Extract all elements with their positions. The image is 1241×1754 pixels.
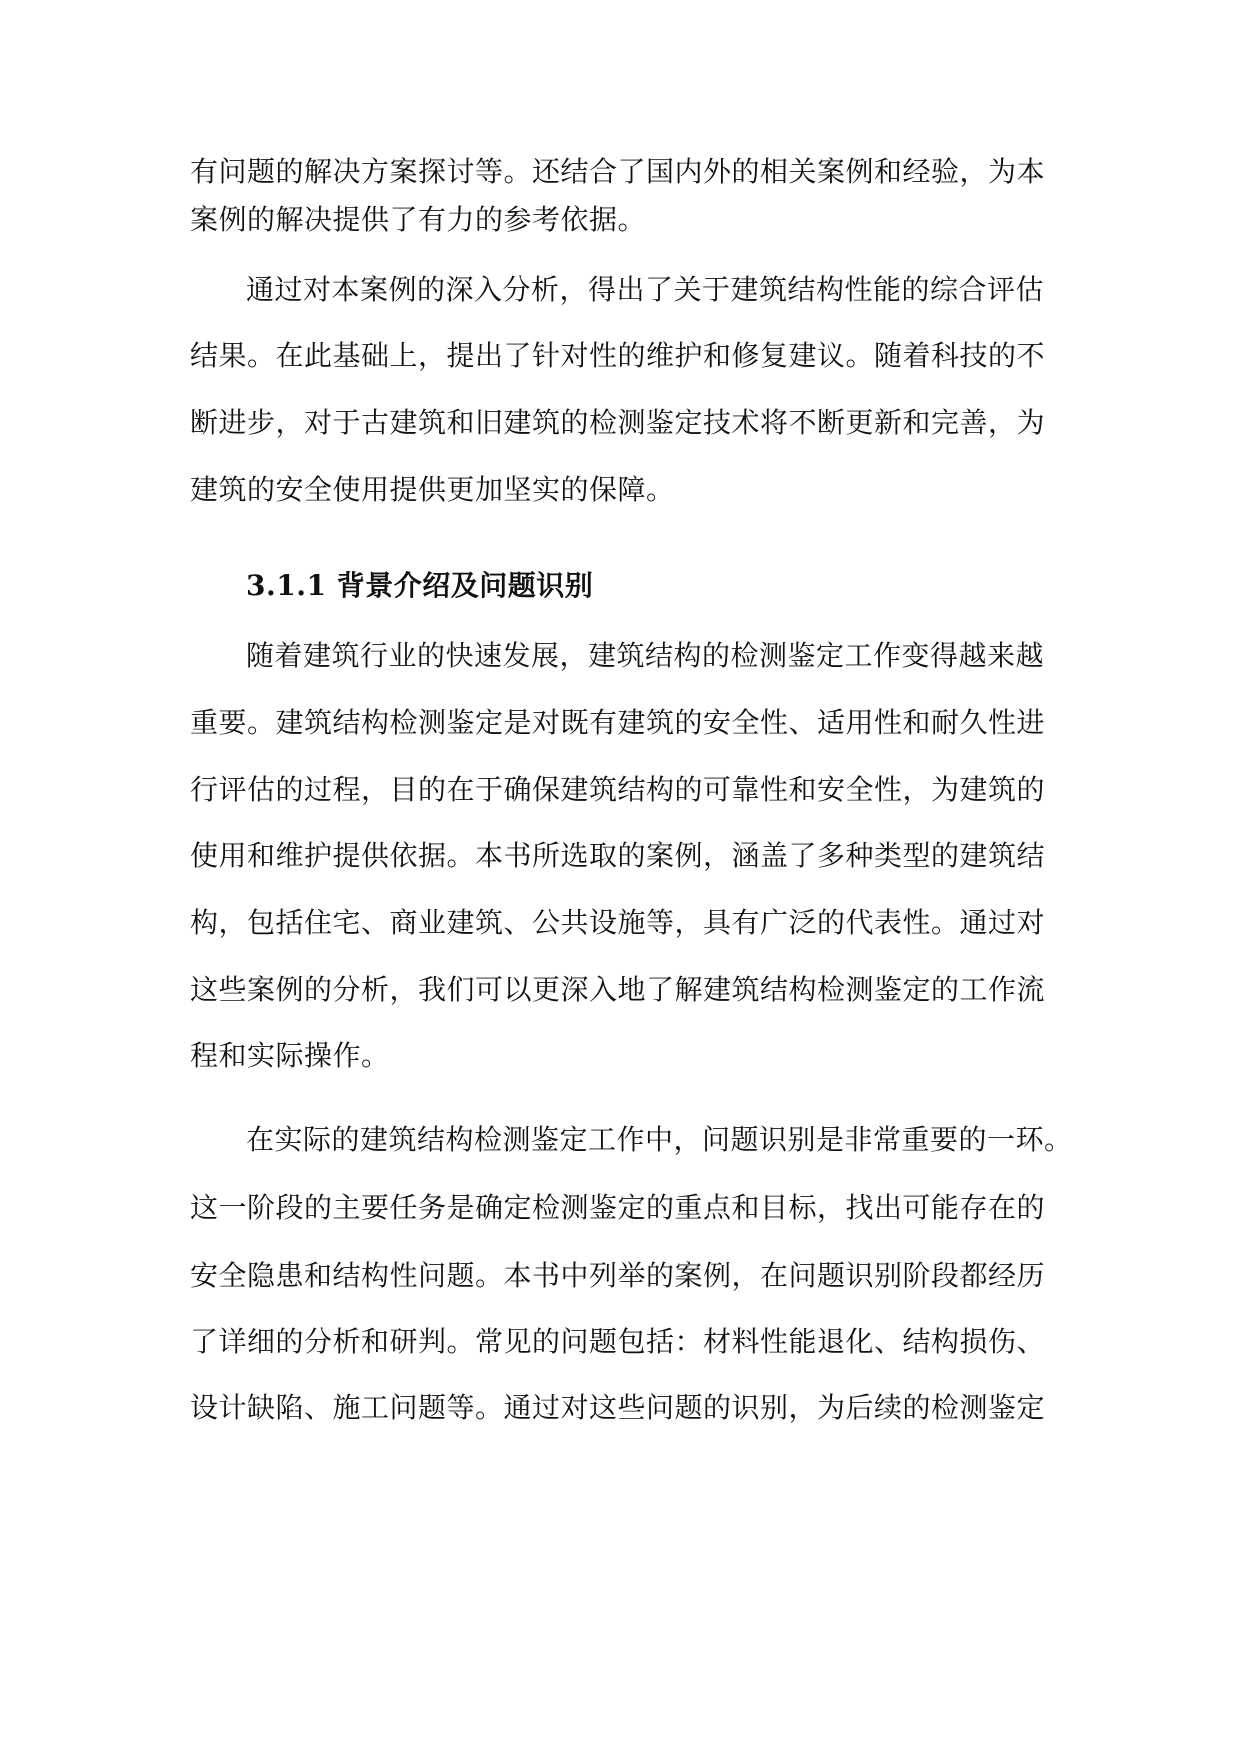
text-line: 有问题的解决方案探讨等。还结合了国内外的相关案例和经验，为本 [190,155,1046,188]
text-line: 程和实际操作。 [190,1039,390,1072]
text-line: 在实际的建筑结构检测鉴定工作中，问题识别是非常重要的一环。 [246,1123,1073,1156]
text-line: 重要。建筑结构检测鉴定是对既有建筑的安全性、适用性和耐久性进 [190,706,1046,739]
text-line: 断进步，对于古建筑和旧建筑的检测鉴定技术将不断更新和完善，为 [190,406,1046,439]
text-line: 建筑的安全使用提供更加坚实的保障。 [190,473,675,506]
text-line: 构，包括住宅、商业建筑、公共设施等，具有广泛的代表性。通过对 [190,906,1046,939]
text-line: 设计缺陷、施工问题等。通过对这些问题的识别，为后续的检测鉴定 [190,1391,1046,1424]
text-line: 案例的解决提供了有力的参考依据。 [190,203,647,236]
text-line: 随着建筑行业的快速发展，建筑结构的检测鉴定工作变得越来越 [246,639,1045,672]
text-line: 了详细的分析和研判。常见的问题包括：材料性能退化、结构损伤、 [190,1325,1046,1358]
text-line: 这些案例的分析，我们可以更深入地了解建筑结构检测鉴定的工作流 [190,973,1046,1006]
text-line: 行评估的过程，目的在于确保建筑结构的可靠性和安全性，为建筑的 [190,773,1046,806]
text-line: 安全隐患和结构性问题。本书中列举的案例，在问题识别阶段都经历 [190,1259,1046,1292]
text-line: 这一阶段的主要任务是确定检测鉴定的重点和目标，找出可能存在的 [190,1191,1046,1224]
text-line: 使用和维护提供依据。本书所选取的案例，涵盖了多种类型的建筑结 [190,839,1046,872]
text-line: 结果。在此基础上，提出了针对性的维护和修复建议。随着科技的不 [190,339,1046,372]
text-line: 通过对本案例的深入分析，得出了关于建筑结构性能的综合评估 [246,273,1045,306]
section-heading: 3.1.1 背景介绍及问题识别 [246,569,594,602]
